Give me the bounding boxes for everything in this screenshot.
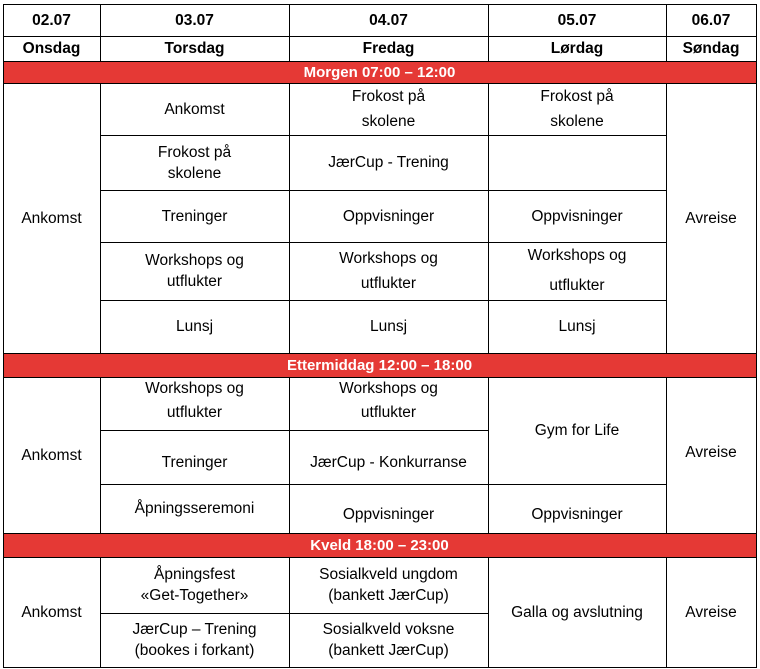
grid-line	[289, 83, 290, 353]
evening-sat: Galla og avslutning	[511, 603, 643, 621]
grid-line	[3, 667, 757, 668]
grid-line	[756, 4, 757, 667]
band-afternoon: Ettermiddag 12:00 – 18:00	[3, 353, 756, 377]
morning-sun: Avreise	[685, 209, 737, 227]
evening-thu-1: Åpningsfest «Get-Together»	[140, 566, 249, 604]
grid-line	[666, 377, 667, 533]
grid-line	[100, 557, 101, 667]
grid-line	[488, 4, 489, 61]
afternoon-thu-2: Treninger	[161, 453, 228, 471]
afternoon-fri-3: Oppvisninger	[342, 506, 435, 523]
grid-line	[488, 377, 489, 533]
grid-line	[666, 4, 667, 61]
band-morning: Morgen 07:00 – 12:00	[3, 61, 756, 83]
morning-wed: Ankomst	[21, 209, 82, 227]
grid-line	[3, 4, 757, 5]
grid-line	[100, 135, 666, 136]
grid-line	[100, 4, 101, 61]
grid-line	[100, 190, 666, 191]
grid-line	[100, 430, 488, 431]
day-sun: Søndag	[682, 40, 740, 57]
morning-fri-3: Oppvisninger	[342, 207, 435, 225]
date-wed: 02.07	[32, 11, 71, 29]
grid-line	[3, 61, 757, 62]
evening-thu-2: JærCup – Trening (bookes i forkant)	[132, 621, 257, 659]
morning-thu-4: Workshops og utflukter	[145, 252, 244, 290]
grid-line	[100, 242, 666, 243]
grid-line	[100, 377, 101, 533]
morning-sat-1: Frokost på skolene	[540, 88, 614, 130]
afternoon-sat-2: Oppvisninger	[531, 506, 623, 523]
grid-line	[100, 613, 488, 614]
morning-thu-1: Ankomst	[164, 100, 225, 118]
grid-line	[666, 557, 667, 667]
morning-sat-3: Oppvisninger	[531, 207, 623, 225]
grid-line	[666, 83, 667, 353]
grid-line	[488, 83, 489, 353]
evening-wed: Ankomst	[21, 603, 82, 621]
grid-line	[100, 83, 101, 353]
morning-fri-2: JærCup - Trening	[328, 154, 449, 171]
morning-sat-4: Workshops og utflukter	[527, 247, 627, 294]
grid-line	[3, 83, 757, 84]
date-sun: 06.07	[691, 11, 731, 29]
grid-line	[289, 4, 290, 61]
morning-fri-4: Workshops og utflukter	[339, 250, 438, 292]
day-sat: Lørdag	[550, 40, 604, 57]
day-fri: Fredag	[362, 40, 415, 57]
grid-line	[488, 557, 489, 667]
grid-line	[3, 377, 757, 378]
grid-line	[289, 377, 290, 533]
evening-fri-2: Sosialkveld voksne (bankett JærCup)	[322, 621, 455, 659]
afternoon-fri-1: Workshops og utflukter	[339, 379, 438, 421]
afternoon-fri-2: JærCup - Konkurranse	[310, 453, 467, 471]
day-wed: Onsdag	[22, 40, 81, 57]
morning-thu-3: Treninger	[161, 207, 228, 225]
grid-line	[3, 533, 757, 534]
afternoon-thu-1: Workshops og utflukter	[145, 379, 244, 421]
morning-fri-5: Lunsj	[369, 318, 408, 335]
date-fri: 04.07	[369, 11, 408, 29]
morning-thu-5: Lunsj	[175, 318, 214, 335]
grid-line	[100, 484, 666, 485]
date-thu: 03.07	[175, 11, 214, 29]
afternoon-thu-3: Åpningsseremoni	[134, 500, 255, 517]
date-sat: 05.07	[557, 11, 597, 29]
grid-line	[3, 4, 4, 667]
evening-fri-1: Sosialkveld ungdom (bankett JærCup)	[319, 566, 458, 604]
grid-line	[100, 300, 666, 301]
afternoon-sun: Avreise	[685, 443, 737, 461]
afternoon-sat-1: Gym for Life	[534, 422, 620, 439]
morning-sat-5: Lunsj	[558, 318, 596, 335]
grid-line	[3, 557, 757, 558]
day-thu: Torsdag	[164, 40, 225, 57]
band-evening: Kveld 18:00 – 23:00	[3, 533, 756, 557]
grid-line	[3, 353, 757, 354]
afternoon-wed: Ankomst	[21, 446, 82, 464]
morning-fri-1: Frokost på skolene	[351, 88, 426, 130]
grid-line	[3, 36, 757, 37]
morning-thu-2: Frokost på skolene	[157, 143, 232, 182]
morning-sat-2	[488, 135, 666, 190]
grid-line	[289, 557, 290, 667]
evening-sun: Avreise	[685, 603, 737, 621]
